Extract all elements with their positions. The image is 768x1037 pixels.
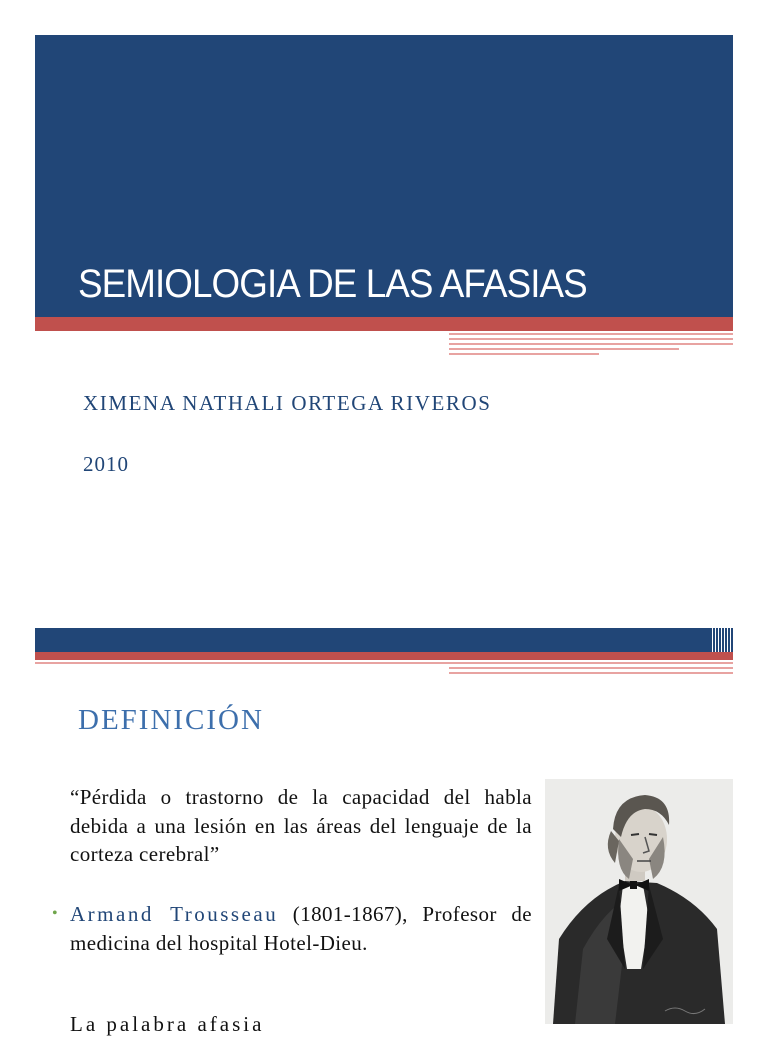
section-heading: DEFINICIÓN [78,704,264,736]
slide-title: SEMIOLOGIA DE LAS AFASIAS [78,262,587,306]
bullet-text [70,900,532,957]
slide2-banner [35,628,733,652]
bullet-rest: (1801-1867), Profesor de medicina del hospital Hotel-Dieu. [70,902,532,955]
portrait-illustration [545,779,733,1024]
continued-text: La palabra afasia [70,1012,265,1036]
definition-quote: “Pérdida o trastorno de la capacidad del habla debida a una lesión en las áreas del lenguaje de la corteza cerebral” [70,785,532,866]
bullet-dot-icon: • [52,905,58,922]
person-name: Armand Trousseau [70,902,279,926]
presentation-year: 2010 [83,452,129,476]
portrait-image [545,779,733,1024]
slide2-accent-band [35,652,733,660]
accent-band [35,317,733,331]
author-name: XIMENA NATHALI ORTEGA RIVEROS [83,391,492,415]
